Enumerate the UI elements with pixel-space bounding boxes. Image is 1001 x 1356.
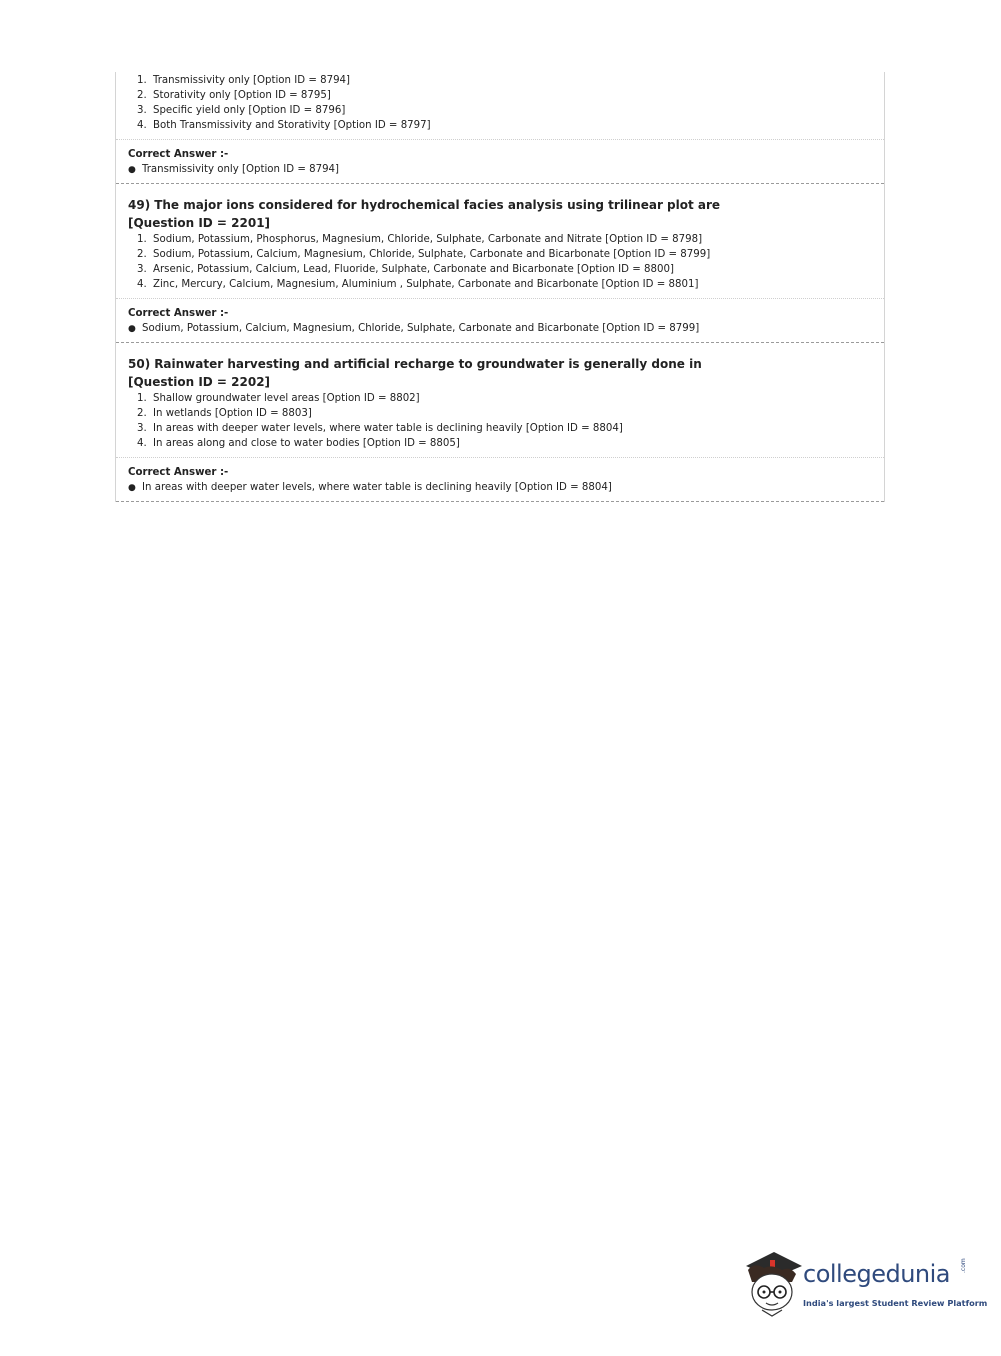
bullet-icon: ● xyxy=(128,324,136,334)
divider xyxy=(116,457,884,458)
option-item: 4. Both Transmissivity and Storativity [Option ID = 8797] xyxy=(137,120,431,131)
option-item: 1. Transmissivity only [Option ID = 8794] xyxy=(137,75,351,86)
brand-suffix: .com xyxy=(960,1258,967,1273)
brand-name: collegedunia xyxy=(803,1260,951,1288)
question-divider xyxy=(116,501,884,502)
question-48-block xyxy=(116,72,884,133)
collegedunia-logo xyxy=(742,1248,988,1318)
option-item: 3. In areas with deeper water levels, where water table is declining heavily [Option ID = 8804] xyxy=(137,423,623,434)
question-50-title: 50) Rainwater harvesting and artificial recharge to groundwater is generally done in [Question ID = 2202] xyxy=(128,357,702,389)
option-item: 2. Storativity only [Option ID = 8795] xyxy=(137,90,331,101)
option-item: 1. Sodium, Potassium, Phosphorus, Magnesium, Chloride, Sulphate, Carbonate and Nitrate [Option ID = 8798] xyxy=(137,234,703,245)
question-50-block xyxy=(116,391,884,451)
brand-tagline: India's largest Student Review Platform xyxy=(803,1298,988,1308)
correct-answer: ● In areas with deeper water levels, where water table is declining heavily [Option ID = 8804] xyxy=(116,480,884,496)
option-item: 2. Sodium, Potassium, Calcium, Magnesium, Chloride, Sulphate, Carbonate and Bicarbonate [Option ID = 8799] xyxy=(137,249,711,260)
option-item: 4. Zinc, Mercury, Calcium, Magnesium, Aluminium , Sulphate, Carbonate and Bicarbonate [Option ID = 8801] xyxy=(137,279,699,290)
question-49-options xyxy=(128,232,872,292)
mascot-icon xyxy=(742,1248,804,1318)
option-item: 2. In wetlands [Option ID = 8803] xyxy=(137,408,312,419)
option-item: 3. Specific yield only [Option ID = 8796] xyxy=(137,105,346,116)
correct-answer-label: Correct Answer :- xyxy=(128,149,229,160)
divider xyxy=(116,139,884,140)
question-paper xyxy=(115,72,885,502)
question-divider xyxy=(116,183,884,184)
correct-answer: ● Transmissivity only [Option ID = 8794] xyxy=(116,162,884,178)
correct-answer-label: Correct Answer :- xyxy=(128,308,229,319)
option-item: 3. Arsenic, Potassium, Calcium, Lead, Fluoride, Sulphate, Carbonate and Bicarbonate [Option ID = 8800] xyxy=(137,264,674,275)
divider xyxy=(116,298,884,299)
question-49-title: 49) The major ions considered for hydrochemical facies analysis using trilinear plot are [Question ID = 2201] xyxy=(128,198,721,230)
correct-answer: ● Sodium, Potassium, Calcium, Magnesium, Chloride, Sulphate, Carbonate and Bicarbonate [Option ID = 8799] xyxy=(116,321,884,337)
option-item: 4. In areas along and close to water bodies [Option ID = 8805] xyxy=(137,438,460,449)
bullet-icon: ● xyxy=(128,165,136,175)
correct-answer-label: Correct Answer :- xyxy=(128,467,229,478)
question-49-block xyxy=(116,232,884,292)
question-divider xyxy=(116,342,884,343)
question-50-options xyxy=(128,391,872,451)
bullet-icon: ● xyxy=(128,483,136,493)
option-item: 1. Shallow groundwater level areas [Option ID = 8802] xyxy=(137,393,420,404)
question-48-options xyxy=(128,73,872,133)
